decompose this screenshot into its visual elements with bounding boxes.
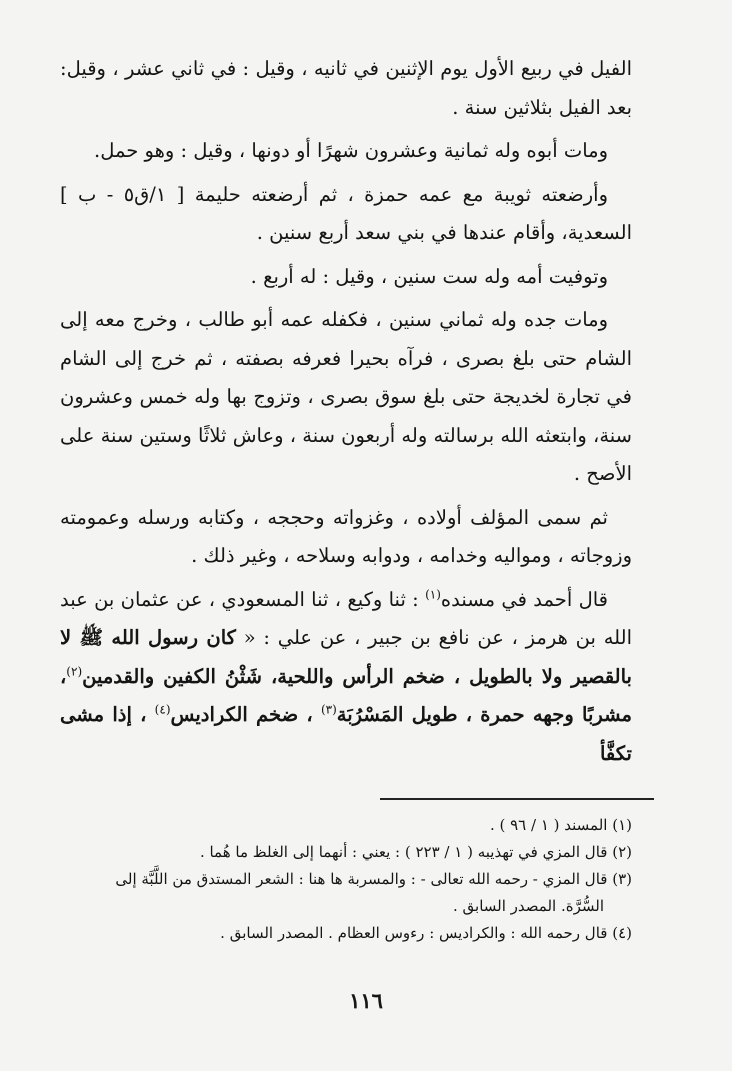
paragraph-mother-death: وتوفيت أمه وله ست سنين ، وقيل : له أربع . [250,264,608,288]
footnotes [60,812,632,947]
hadith-text-2: ، مشربًا وجهه حمرة ، طويل المَسْرُبَة [60,664,632,726]
hadith-text-3: ، ضخم الكراديس [170,703,321,726]
footnote-3: (٣) قال المزي - رحمه الله تعالى - : والمسربة ها هنا : الشعر المستدق من اللَّبَّة إلى [115,870,632,888]
hadith-chain: : ثنا وكيع ، ثنا المسعودي ، عن عثمان بن عبد الله بن هرمز ، عن نافع بن جبير ، عن علي : « [60,587,632,649]
page-number: ١١٦ [349,988,383,1013]
hadith-intro: قال أحمد في مسنده [440,587,609,611]
footnote-ref-3: (٣) [320,702,337,717]
footnote-4: (٤) قال رحمه الله : والكراديس : رءوس العظام . المصدر السابق . [220,924,632,942]
body-text [60,50,632,778]
footnote-2: (٢) قال المزي في تهذيبه ( ١ / ٢٢٣ ) : يعني : أنهما إلى الغلظ ما هُما . [199,843,632,861]
footnote-1: (١) المسند ( ١ / ٩٦ ) . [489,816,632,834]
footnote-3-continuation: السُّرَّة. المصدر السابق . [452,897,604,915]
footnote-ref-2: (٢) [66,664,83,678]
hadith-text-4: ، إذا مشى تكفَّأ [60,703,632,765]
paragraph-author-list: ثم سمى المؤلف أولاده ، وغزواته وحججه ، وكتابه ورسله وعمومته وزوجاته ، ومواليه وخدامه ، ودوابه وسلاحه ، وغير ذلك . [60,505,632,567]
paragraph-hadith [60,581,632,774]
footnote-divider [380,798,654,800]
paragraph-birth: الفيل في ربيع الأول يوم الإثنين في ثانيه ، وقيل : في ثاني عشر ، وقيل: بعد الفيل بثلاثين سنة . [60,57,632,119]
hadith-text-1: كان رسول الله ﷺ لا بالقصير ولا بالطويل ، ضخم الرأس واللحية، شَثْنُ الكفين والقدمين [60,626,632,688]
paragraph-grandfather-death: ومات جده وله ثماني سنين ، فكفله عمه أبو طالب ، وخرج معه إلى الشام حتى بلغ بصرى ، فرآه بحيرا فعرفه بصفته ، ثم خرج إلى الشام في تجارة لخديجة حتى بلغ سوق بصرى ، وتزوج بها وله خمس وعشرون سنة، وابتعثه الله برسالته وله أربعون سنة ، وعاش ثلاثًا وستين سنة على الأصح . [60,308,632,485]
paragraph-nursing: وأرضعته ثويبة مع عمه حمزة ، ثم أرضعته حليمة [ ١/ق٥ - ب ] السعدية، وأقام عندها في بني سعد أربع سنين . [60,182,632,244]
paragraph-father-death: ومات أبوه وله ثمانية وعشرون شهرًا أو دونها ، وقيل : وهو حمل. [94,139,608,162]
footnote-ref-1: (١) [425,587,441,601]
footnote-ref-4: (٤) [154,702,171,717]
